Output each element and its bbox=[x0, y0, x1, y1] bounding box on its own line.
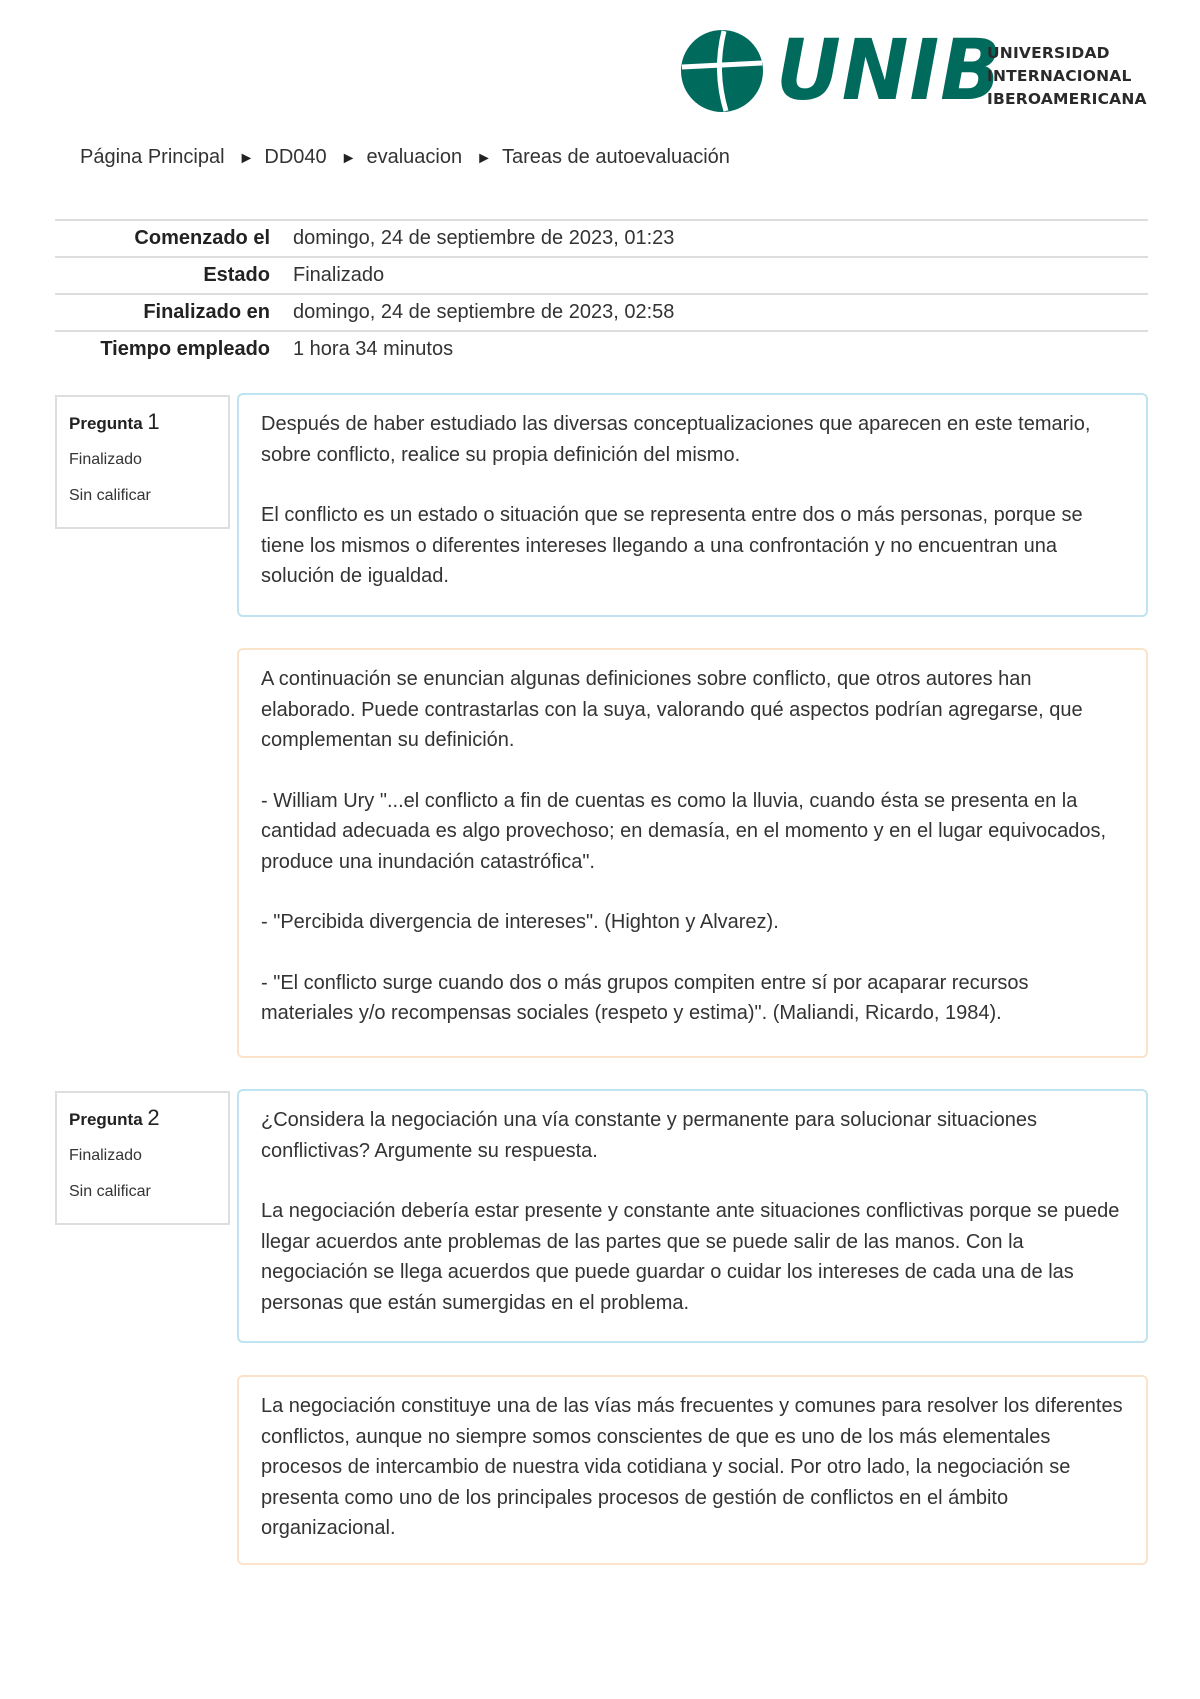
summary-row-state bbox=[55, 256, 1148, 293]
question-grade: Sin calificar bbox=[69, 1183, 151, 1200]
question-grade: Sin calificar bbox=[69, 487, 151, 504]
question-2-feedback bbox=[237, 1375, 1148, 1565]
question-1-info bbox=[55, 395, 230, 529]
question-2-content bbox=[237, 1089, 1148, 1343]
feedback-paragraph: La negociación constituye una de las vías más frecuentes y comunes para resolver los diferentes conflictos, aunque no siempre somos conscientes de que es uno de los más elementales procesos de intercambio de nuestra vida cotidiana y social. Por otro lado, la negociación se presenta como uno de los principales procesos de gestión de conflictos en el ámbito organizacional. bbox=[261, 1395, 1123, 1539]
feedback-paragraph: - William Ury "...el conflicto a fin de cuentas es como la lluvia, cuando ésta se presenta en la cantidad adecuada es algo provechoso; en demasía, en el momento y en el lugar equivocados, produce una inundación catastrófica". bbox=[261, 789, 1106, 873]
breadcrumb-home-link[interactable]: Página Principal bbox=[80, 146, 225, 168]
logo-subtitle-line: UNIVERSIDAD bbox=[987, 44, 1110, 62]
feedback-paragraph: - "Percibida divergencia de intereses". (Highton y Alvarez). bbox=[261, 911, 779, 933]
logo-subtitle-line: IBEROAMERICANA bbox=[987, 90, 1147, 108]
feedback-paragraph: A continuación se enuncian algunas definiciones sobre conflicto, que otros autores han elaborado. Puede contrastarlas con la suya, valorando qué aspectos podrían agregarse, que complementan su definición. bbox=[261, 668, 1083, 751]
question-prompt: ¿Considera la negociación una vía constante y permanente para solucionar situaciones conflictivas? Argumente su respuesta. bbox=[261, 1109, 1038, 1162]
summary-label: Estado bbox=[203, 264, 270, 286]
summary-label: Comenzado el bbox=[134, 227, 270, 249]
question-number bbox=[69, 1105, 218, 1131]
question-2-info bbox=[55, 1091, 230, 1225]
summary-value: Finalizado bbox=[293, 264, 385, 286]
question-answer: La negociación debería estar presente y constante ante situaciones conflictivas porque se puede llegar acuerdos ante problemas de las partes que se puede salir de las manos. Con la negociación se llega acuerdos que puede guardar o cuidar los intereses de cada una de las personas que están sumergidas en el problema. bbox=[261, 1200, 1120, 1314]
attempt-summary-table bbox=[55, 219, 1148, 367]
question-state: Finalizado bbox=[69, 1147, 142, 1164]
question-label: Pregunta bbox=[69, 414, 143, 433]
summary-row-finished bbox=[55, 293, 1148, 330]
breadcrumb-quiz-link[interactable]: Tareas de autoevaluación bbox=[501, 146, 730, 168]
globe-logo-icon bbox=[680, 29, 764, 113]
breadcrumb-section-link[interactable]: evaluacion bbox=[366, 146, 463, 168]
question-answer: El conflicto es un estado o situación que se representa entre dos o más personas, porque se tiene los mismos o diferentes intereses llegando a una confrontación y no encuentran una solución de igualdad. bbox=[261, 504, 1083, 587]
logo-subtitle bbox=[987, 42, 1147, 111]
summary-label: Finalizado en bbox=[143, 301, 270, 323]
question-state: Finalizado bbox=[69, 451, 142, 468]
question-1-feedback bbox=[237, 648, 1148, 1058]
summary-label: Tiempo empleado bbox=[100, 338, 270, 360]
question-1-content bbox=[237, 393, 1148, 617]
summary-row-time-taken bbox=[55, 330, 1148, 367]
feedback-paragraph: - "El conflicto surge cuando dos o más grupos compiten entre sí por acaparar recursos materiales y/o recompensas sociales (respeto y estima)". (Maliandi, Ricardo, 1984). bbox=[261, 971, 1029, 1024]
summary-value: domingo, 24 de septiembre de 2023, 02:58 bbox=[293, 301, 675, 323]
summary-value: 1 hora 34 minutos bbox=[293, 338, 454, 360]
breadcrumb-separator-icon: ► bbox=[476, 150, 492, 167]
question-prompt: Después de haber estudiado las diversas conceptualizaciones que aparecen en este temario, sobre conflicto, realice su propia definición del mismo. bbox=[261, 413, 1091, 466]
question-number bbox=[69, 409, 218, 435]
breadcrumb bbox=[80, 146, 730, 169]
summary-value: domingo, 24 de septiembre de 2023, 01:23 bbox=[293, 227, 675, 249]
question-number-value: 1 bbox=[147, 409, 160, 434]
summary-row-started bbox=[55, 219, 1148, 256]
breadcrumb-separator-icon: ► bbox=[340, 150, 357, 167]
question-label: Pregunta bbox=[69, 1110, 143, 1129]
logo-subtitle-line: INTERNACIONAL bbox=[987, 67, 1132, 85]
breadcrumb-separator-icon: ► bbox=[238, 150, 255, 167]
university-logo bbox=[680, 21, 1150, 119]
logo-wordmark: UNIB bbox=[776, 21, 1002, 119]
breadcrumb-course-link[interactable]: DD040 bbox=[264, 146, 327, 168]
question-number-value: 2 bbox=[147, 1105, 160, 1130]
